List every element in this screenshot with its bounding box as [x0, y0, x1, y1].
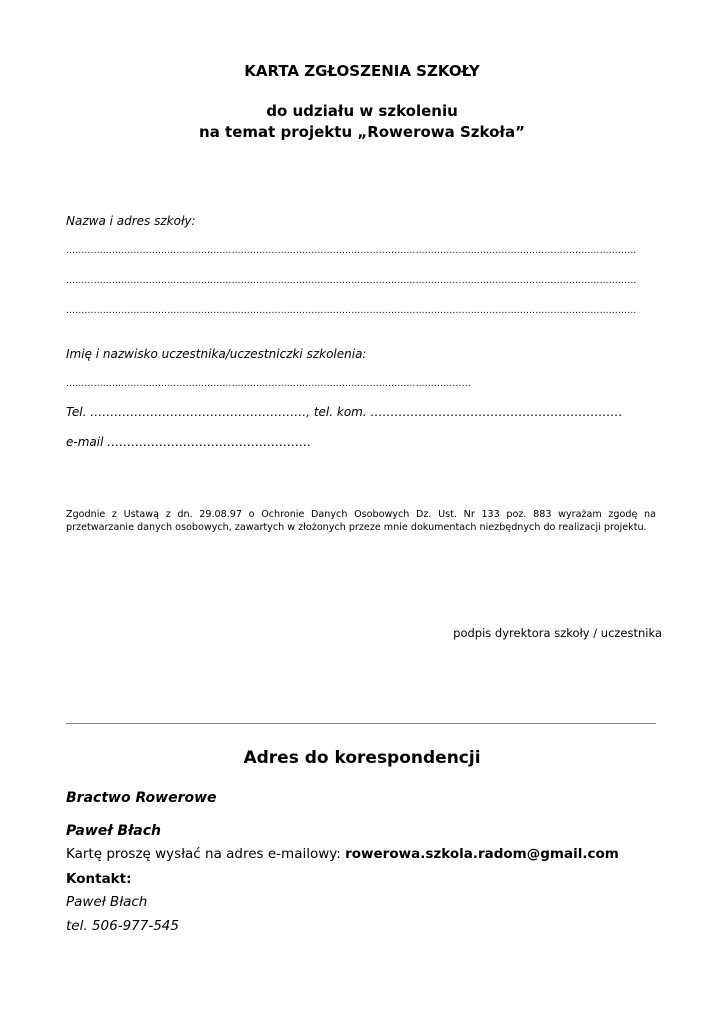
school-label: Nazwa i adres szkoły: — [66, 214, 196, 228]
phone-line[interactable]: Tel. ………………………………………………, tel. kom. ……………………………………………………… — [66, 405, 623, 419]
school-dots-line-2[interactable]: …………………………………………………………………………………………………………………………………………………………………… — [66, 276, 637, 286]
participant-label: Imię i nazwisko uczestnika/uczestniczki szkolenia: — [66, 347, 367, 361]
person-name: Paweł Błach — [66, 823, 161, 839]
correspondence-heading: Adres do korespondencji — [243, 748, 481, 768]
email-address-link[interactable]: rowerowa.szkola.radom@gmail.com — [345, 846, 619, 862]
contact-phone: tel. 506-977-545 — [66, 918, 179, 934]
email-line[interactable]: e-mail …………………………………………… — [66, 435, 312, 449]
consent-text: Zgodnie z Ustawą z dn. 29.08.97 o Ochronie Danych Osobowych Dz. Ust. Nr 133 poz. 883 wyrażam zgodę na przetwarzanie danych osobowych, zawartych w złożonych przeze mnie dokumentach niezbędnych do realizacji projektu. — [66, 509, 656, 533]
school-dots-line-1[interactable]: …………………………………………………………………………………………………………………………………………………………………… — [66, 246, 637, 256]
document-subtitle-line1: do udziału w szkoleniu — [266, 102, 458, 120]
participant-dots-line[interactable]: …………………………………………………………………………………………………………………… — [66, 379, 471, 389]
school-dots-line-3[interactable]: …………………………………………………………………………………………………………………………………………………………………… — [66, 306, 637, 316]
contact-label: Kontakt: — [66, 871, 132, 887]
send-instruction — [66, 846, 619, 862]
organization-name: Bractwo Rowerowe — [66, 790, 217, 806]
send-instruction-text: Kartę proszę wysłać na adres e-mailowy: — [66, 846, 346, 862]
document-title: KARTA ZGŁOSZENIA SZKOŁY — [244, 62, 480, 80]
contact-name: Paweł Błach — [66, 894, 148, 910]
section-divider — [66, 723, 656, 724]
document-subtitle-line2: na temat projektu „Rowerowa Szkoła” — [199, 123, 525, 141]
signature-label: podpis dyrektora szkoły / uczestnika — [453, 626, 662, 640]
